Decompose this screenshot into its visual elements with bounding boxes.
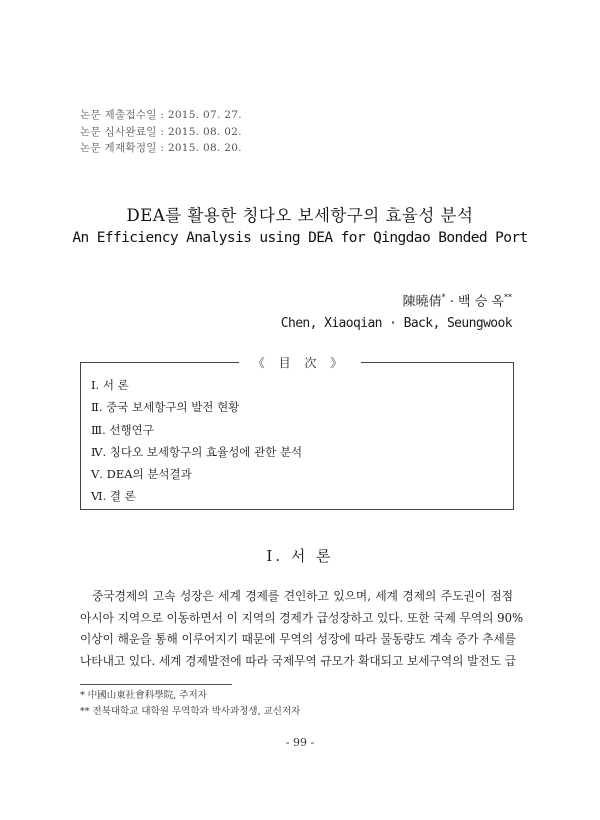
author-2-footnote-mark: ** — [504, 293, 512, 302]
toc-item: Ⅲ. 선행연구 — [91, 422, 154, 437]
paragraph-line: 이상이 해운을 통해 이루어지기 때문에 무역의 성장에 따라 물동량도 계속 증가 추세를 — [80, 632, 517, 646]
footnotes — [80, 688, 300, 720]
author-1-footnote-mark: * — [441, 293, 446, 302]
body-paragraph — [80, 586, 524, 672]
paragraph-line: 나타내고 있다. 세계 경제발전에 따라 국제무역 규모가 확대되고 보세구역의 발전도 급 — [80, 653, 517, 668]
author-block — [281, 287, 512, 335]
footnote-1: * 中國山東社會科學院, 주저자 — [80, 690, 207, 701]
toc-item: Ⅵ. 결 론 — [91, 489, 136, 504]
page-number: - 99 - — [285, 736, 315, 749]
author-names-english: Chen, Xiaoqian · Back, Seungwook — [280, 316, 512, 332]
paper-title-korean: DEA를 활용한 칭다오 보세항구의 효율성 분석 — [126, 206, 474, 225]
footnote-2: ** 전북대학교 대학원 무역학과 박사과정생, 교신저자 — [80, 706, 301, 717]
author-names-native — [281, 287, 512, 313]
toc-item: Ⅱ. 중국 보세항구의 발전 현황 — [91, 400, 240, 415]
author-1-name: 陳曉倩 — [402, 294, 442, 310]
toc-list — [91, 374, 302, 508]
author-2-name: 백 승 옥 — [458, 294, 504, 310]
published-date: 논문 게재확정일 : 2015. 08. 20. — [80, 142, 242, 154]
submitted-date: 논문 제출접수일 : 2015. 07. 27. — [80, 109, 242, 121]
author-separator: · — [449, 294, 454, 310]
toc-heading-label: 《 目 次 》 — [239, 356, 361, 370]
toc-item: Ⅳ. 칭다오 보세항구의 효율성에 관한 분석 — [91, 444, 303, 459]
submission-metadata — [80, 107, 242, 157]
footnote-divider — [80, 684, 232, 685]
reviewed-date: 논문 심사완료일 : 2015. 08. 02. — [80, 125, 242, 138]
paragraph-line: 아시아 지역으로 이동하면서 이 지역의 경제가 급성장하고 있다. 또한 국제 무역의 90% — [80, 610, 524, 625]
paper-title-english: An Efficiency Analysis using DEA for Qingdao Bonded Port — [72, 230, 528, 246]
section-title: Ⅰ. 서 론 — [266, 547, 334, 565]
toc-item: Ⅴ. DEA의 분석결과 — [91, 467, 192, 482]
toc-item: Ⅰ. 서 론 — [91, 378, 129, 392]
toc-heading — [0, 352, 600, 371]
paragraph-line: 중국경제의 고속 성장은 세계 경제를 견인하고 있으며, 세계 경제의 주도권이 점점 — [92, 589, 513, 603]
